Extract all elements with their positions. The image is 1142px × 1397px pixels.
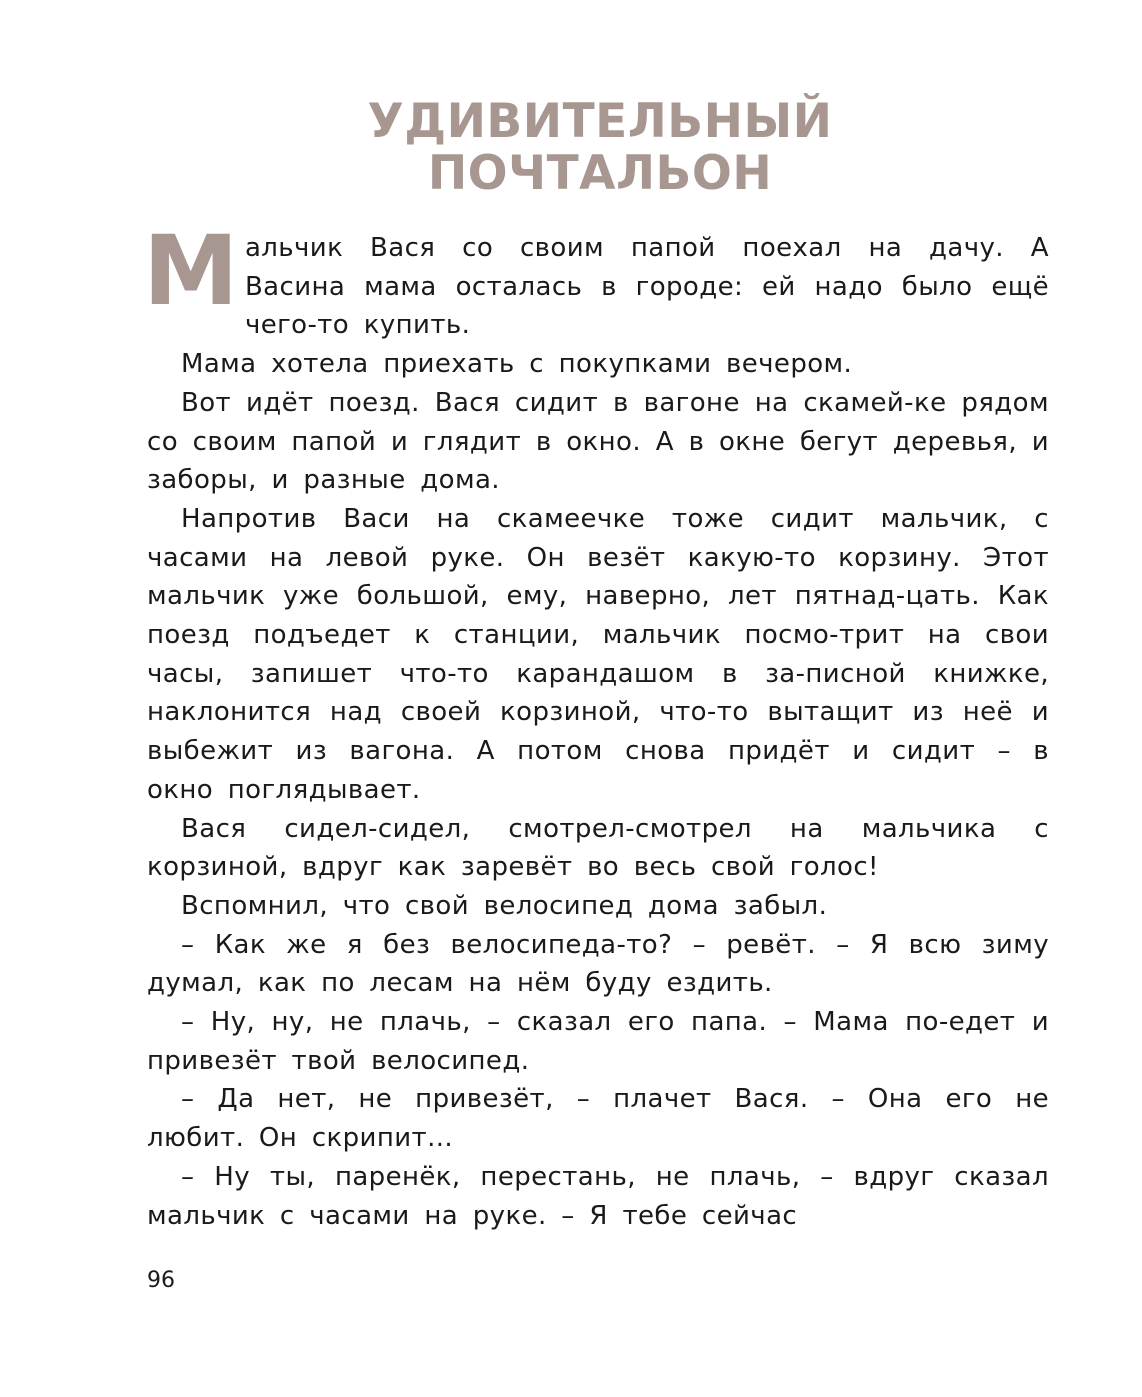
story-text	[143, 215, 1049, 1235]
title-line-2: ПОЧТАЛЬОН	[427, 146, 773, 201]
paragraph-1-text: альчик Вася со своим папой поехал на дачу. А Васина мама осталась в городе: ей надо было ещё чего-то купить.	[244, 233, 1049, 341]
paragraph-2: Мама хотела приехать с покупками вечером.	[181, 349, 853, 380]
paragraph-8: – Ну, ну, не плачь, – сказал его папа. – Мама по-едет и привезёт твой велосипед.	[147, 1007, 1049, 1076]
paragraph-5: Вася сидел-сидел, смотрел-смотрел на мальчика с корзиной, вдруг как заревёт во весь свой голос!	[147, 813, 1049, 883]
paragraph-3: Вот идёт поезд. Вася сидит в вагоне на скамей-ке рядом со своим папой и глядит в окно. А в окне бегут деревья, и заборы, и разные дома.	[147, 387, 1049, 496]
paragraph-6: Вспомнил, что свой велосипед дома забыл.	[181, 890, 828, 921]
drop-cap: М	[143, 215, 239, 327]
title-line-1: УДИВИТЕЛЬНЫЙ	[367, 94, 833, 149]
paragraph-4: Напротив Васи на скамеечке тоже сидит мальчик, с часами на левой руке. Он везёт какую-то корзину. Этот мальчик уже большой, ему, наверно, лет пятнад-цать. Как поезд подъедет к станции, мальчик посмо-трит на свои часы, запишет что-то карандашом в за-писной книжке, наклонится над своей корзиной, что-то вытащит из неё и выбежит из вагона. А потом снова придёт и сидит – в окно поглядывает.	[147, 503, 1049, 805]
paragraph-7: – Как же я без велосипеда-то? – ревёт. – Я всю зиму думал, как по лесам на нём буду ездить.	[147, 929, 1049, 999]
paragraph-10: – Ну ты, паренёк, перестань, не плачь, – вдруг сказал мальчик с часами на руке. – Я тебе сейчас	[147, 1161, 1049, 1231]
paragraph-9: – Да нет, не привезёт, – плачет Вася. – Она его не любит. Он скрипит...	[147, 1084, 1049, 1154]
paragraph-1	[143, 215, 1049, 345]
page-number: 96	[147, 1268, 175, 1293]
